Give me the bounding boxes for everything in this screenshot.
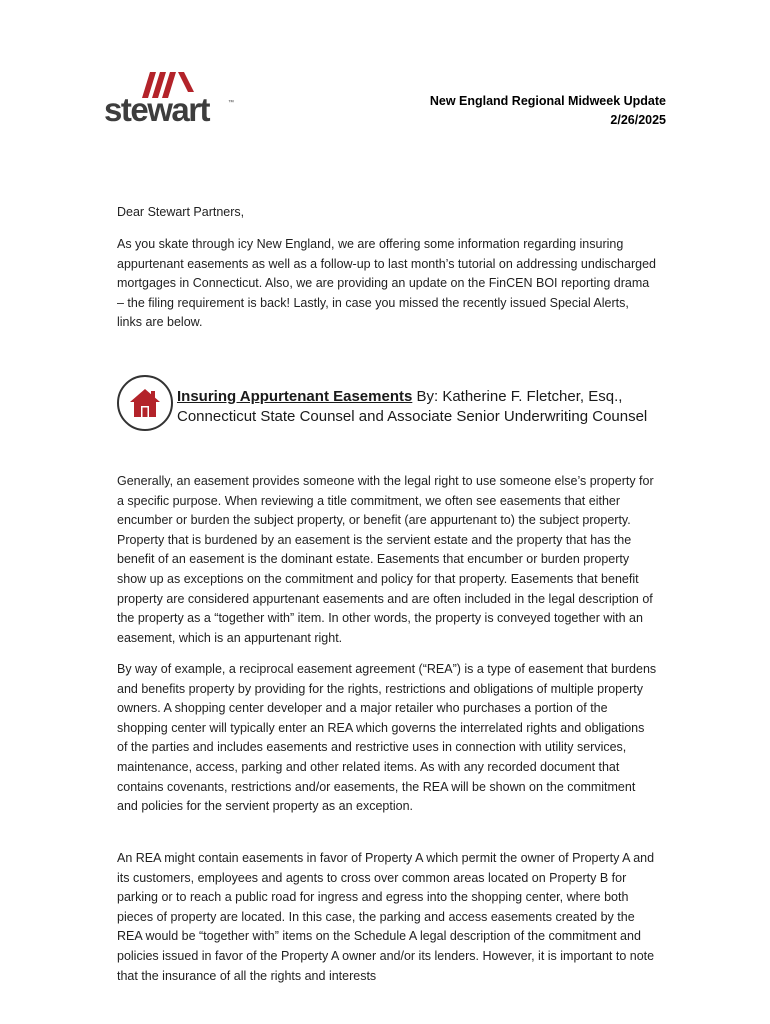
header-date: 2/26/2025 — [610, 113, 666, 127]
logo-wordmark: stewart — [104, 91, 210, 128]
logo-trademark: ™ — [228, 100, 234, 106]
section-author-role: Connecticut State Counsel and Associate Senior Underwriting Counsel — [177, 408, 648, 425]
body-paragraph-1: Generally, an easement provides someone with the legal right to use someone else’s property for a specific purpose. When reviewing a title commitment, we often see easements that either encumber or burden the subject property, or benefit (are appurtenant to) the subject property. Property that is burdened by an easement is the servient estate and the property that has the benefit of an easement is the dominant estate. Easements that encumber or burden property show up as exceptions on the commitment and policy for that property. Easements that benefit property are considered appurtenant easements and are often included in the legal description of the property as a “together with” item. In other words, the property is conveyed together with an easement, which is an appurtenant right. — [117, 474, 654, 645]
intro-paragraph: As you skate through icy New England, we are offering some information regarding insuring appurtenant easements as well as a follow-up to last month’s tutorial on addressing undischarged mortgages in Connecticut. Also, we are providing an update on the FinCEN BOI reporting drama – the filing requirement is back! Lastly, in case you missed the recently issued Special Alerts, links are below. — [117, 237, 656, 330]
salutation: Dear Stewart Partners, — [117, 205, 245, 219]
document-header — [430, 92, 666, 130]
house-icon — [129, 388, 161, 418]
section-byline: By: Katherine F. Fletcher, Esq., — [412, 388, 623, 405]
section-title — [177, 387, 647, 427]
header-title: New England Regional Midweek Update — [429, 94, 666, 108]
section-heading — [117, 375, 677, 435]
body-paragraph-2: By way of example, a reciprocal easement agreement (“REA”) is a type of easement that burdens and benefits property by providing for the rights, restrictions and obligations of multiple property owners. A shopping center developer and a major retailer who purchases a portion of the shopping center will typically enter an REA which governs the interrelated rights and obligations of the parties and includes easements and restrictive uses in connection with utility services, maintenance, access, parking and other related items. As with any recorded document that contains covenants, restrictions and/or easements, the REA will be shown on the commitment and policies for the servient property as an exception. — [117, 662, 657, 814]
house-icon-badge — [117, 375, 173, 431]
section-title-link[interactable]: Insuring Appurtenant Easements — [177, 388, 413, 405]
stewart-logo — [104, 72, 232, 128]
body-paragraph-3: An REA might contain easements in favor of Property A which permit the owner of Property A and its customers, employees and agents to cross over common areas located on Property B for parking or to reach a public road for ingress and egress into the shopping center, where both pieces of property are located. In this case, the parking and access easements created by the REA would be “together with” items on the Schedule A legal description of the commitment and policies issued in favor of the Property A owner and/or its lenders. However, it is important to note that the insurance of all the rights and interests — [117, 851, 655, 983]
